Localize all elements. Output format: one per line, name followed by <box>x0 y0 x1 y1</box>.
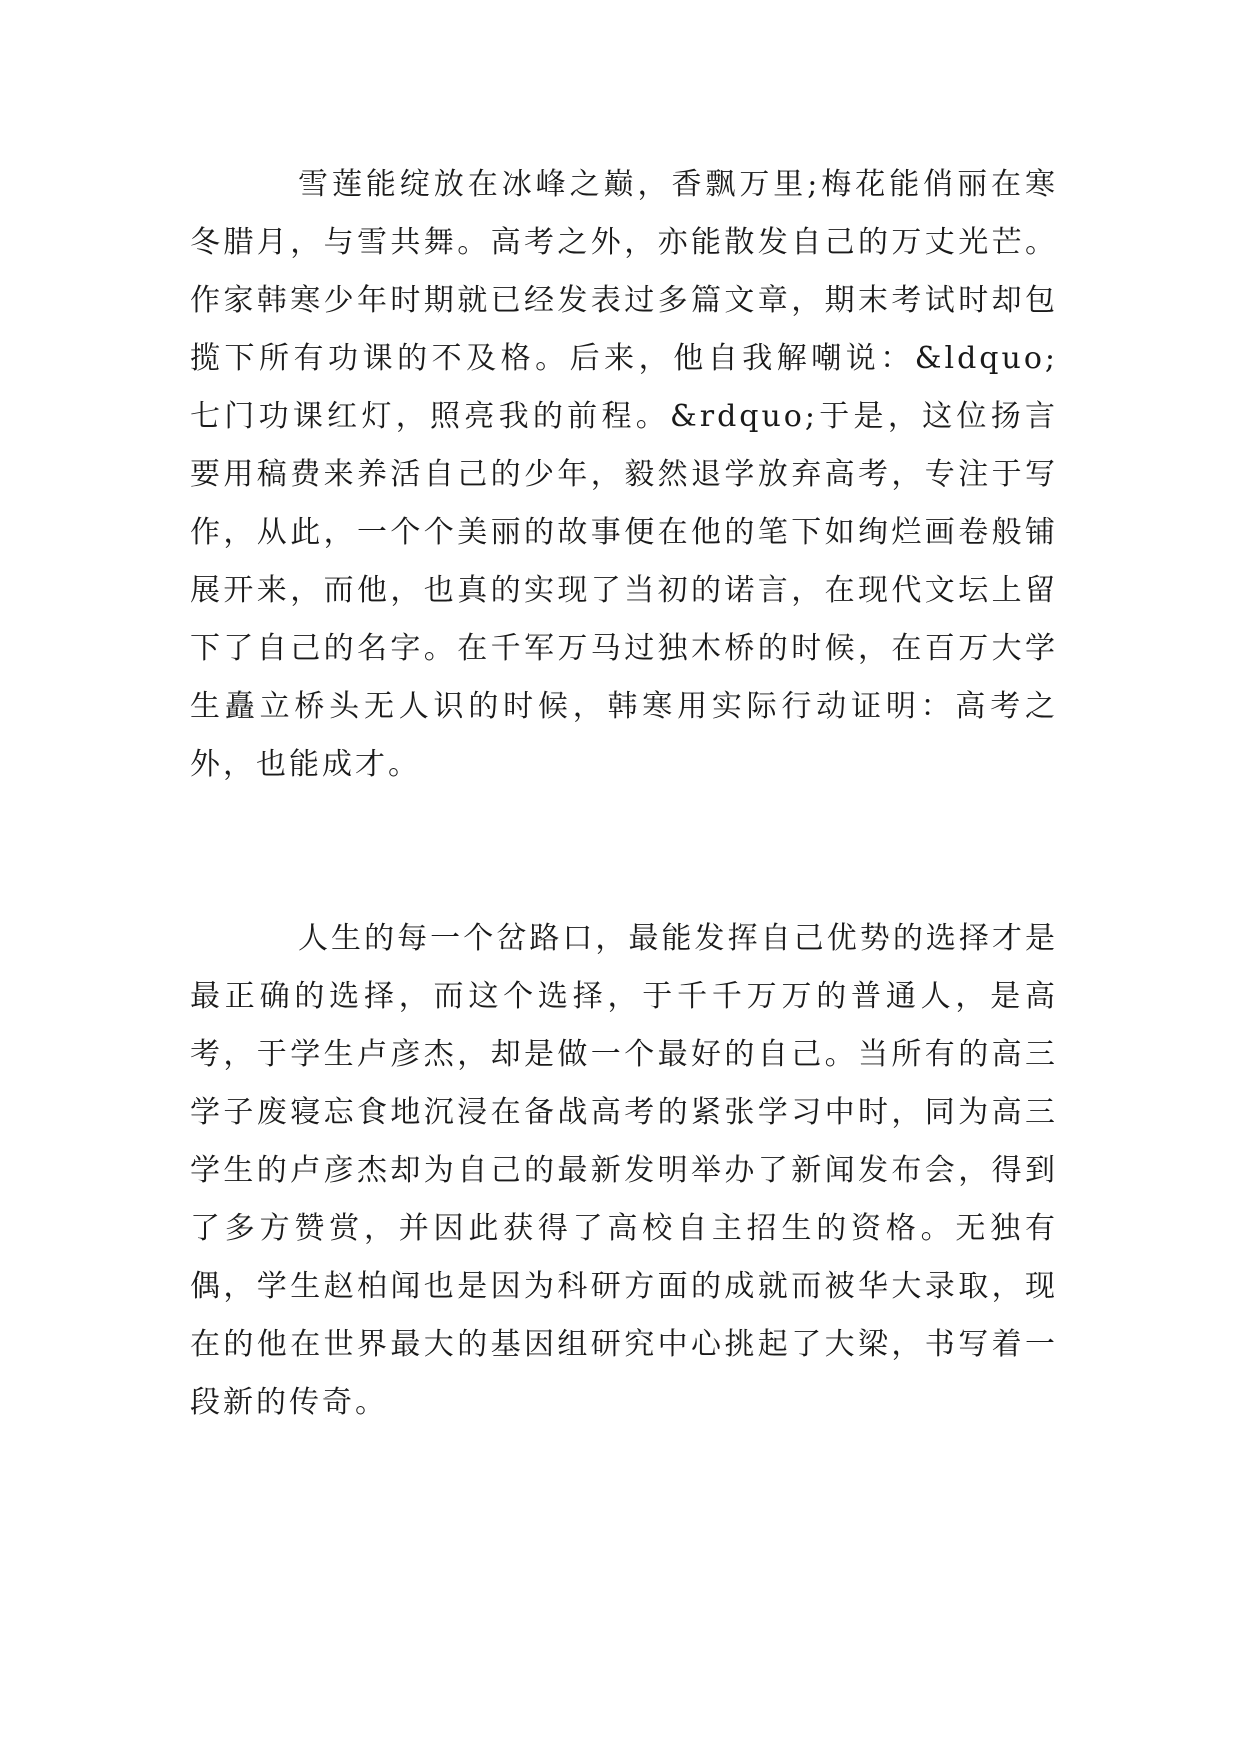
body-paragraph-2: 人生的每一个岔路口，最能发挥自己优势的选择才是最正确的选择，而这个选择，于千千万万的普通人，是高考，于学生卢彦杰，却是做一个最好的自己。当所有的高三学子废寝忘食地沉浸在备战高考的紧张学习中时，同为高三学生的卢彦杰却为自己的最新发明举办了新闻发布会，得到了多方赞赏，并因此获得了高校自主招生的资格。无独有偶，学生赵柏闻也是因为科研方面的成就而被华大录取，现在的他在世界最大的基因组研究中心挑起了大梁，书写着一段新的传奇。 <box>190 921 1058 1420</box>
body-paragraph-1: 雪莲能绽放在冰峰之巅，香飘万里;梅花能俏丽在寒冬腊月，与雪共舞。高考之外，亦能散发自己的万丈光芒。作家韩寒少年时期就已经发表过多篇文章，期末考试时却包揽下所有功课的不及格。后来，他自我解嘲说：&ldquo;七门功课红灯，照亮我的前程。&rdquo;于是，这位扬言要用稿费来养活自己的少年，毅然退学放弃高考，专注于写作，从此，一个个美丽的故事便在他的笔下如绚烂画卷般铺展开来，而他，也真的实现了当初的诺言，在现代文坛上留下了自己的名字。在千军万马过独木桥的时候，在百万大学生矗立桥头无人识的时候，韩寒用实际行动证明：高考之外，也能成才。 <box>190 167 1058 782</box>
